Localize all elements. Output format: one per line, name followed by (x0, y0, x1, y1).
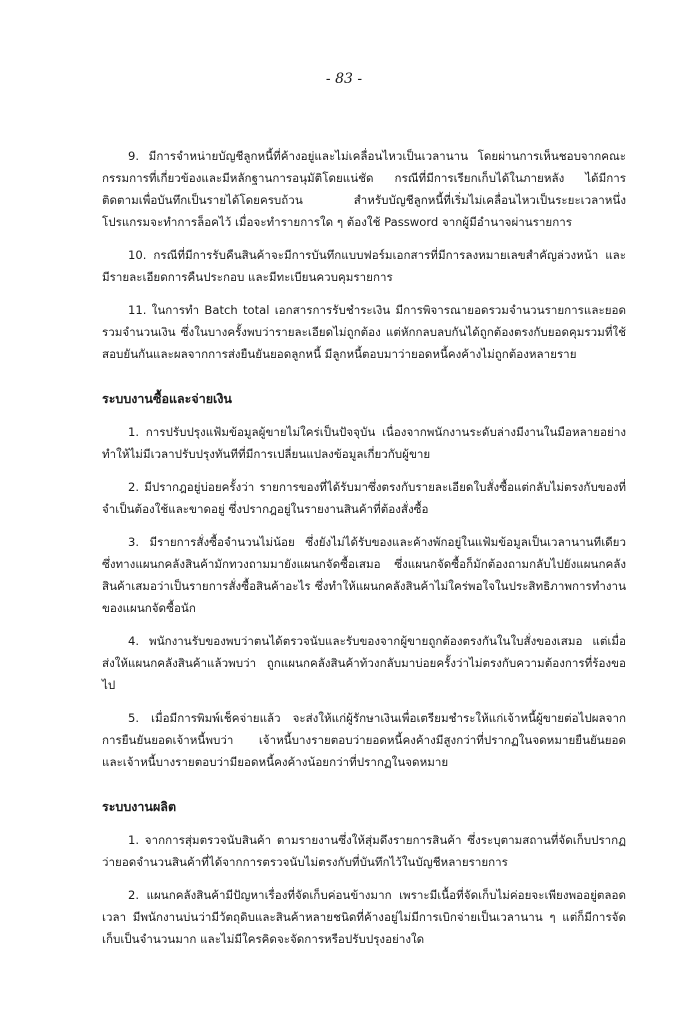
list-item: 4. พนักงานรับของพบว่าตนได้ตรวจนับและรับของจากผู้ขายถูกต้องตรงกันในใบสั่งของเสมอ แต่เมื่อส่งให้แผนกคลังสินค้าแล้วพบว่า ถูกแผนกคลังสินค้าท้วงกลับมาบ่อยครั้งว่าไม่ตรงกับความต้องการที่ร้องขอไป (102, 634, 626, 692)
section-heading: ระบบงานซื้อและจ่ายเงิน (102, 391, 232, 406)
list-item: 10. กรณีที่มีการรับคืนสินค้าจะมีการบันทึกแบบฟอร์มเอกสารที่มีการลงหมายเลขสำคัญล่วงหน้า และมีรายละเอียดการคืนประกอบ และมีทะเบียนควบคุมรายการ (102, 248, 626, 284)
page-number: - 83 - (325, 71, 363, 87)
list-item: 5. เมื่อมีการพิมพ์เช็คจ่ายแล้ว จะส่งให้แก่ผู้รักษาเงินเพื่อเตรียมชำระให้แก่เจ้าหนี้ผู้ขายต่อไปผลจากการยืนยันยอดเจ้าหนี้พบว่า เจ้าหนี้บางรายตอบว่ายอดหนี้คงค้างมีสูงกว่าที่ปรากฏในจดหมายยืนยันยอด และเจ้าหนี้บางรายตอบว่ามียอดหนี้คงค้างน้อยกว่าที่ปรากฏในจดหมาย (102, 711, 626, 769)
list-item: 2. มีปรากฎอยู่บ่อยครั้งว่า รายการของที่ได้รับมาซึ่งตรงกับรายละเอียดใบสั่งซื้อแต่กลับไม่ตรงกับของที่จำเป็นต้องใช้และขาดอยู่ ซึ่งปรากฎอยู่ในรายงานสินค้าที่ต้องสั่งซื้อ (102, 480, 626, 516)
section-heading: ระบบงานผลิต (102, 799, 177, 814)
list-item: 9. มีการจำหน่ายบัญชีลูกหนี้ที่ค้างอยู่และไม่เคลื่อนไหวเป็นเวลานาน โดยผ่านการเห็นชอบจากคณะกรรมการที่เกี่ยวข้องและมีหลักฐานการอนุมัติโดยแน่ชัด กรณีที่มีการเรียกเก็บได้ในภายหลัง ได้มีการติดตามเพื่อบันทึกเป็นรายได้โดยครบถ้วน สำหรับบัญชีลูกหนี้ที่เริ่มไม่เคลื่อนไหวเป็นระยะเวลาหนึ่ง โปรแกรมจะทำการล็อคไว้ เมื่อจะทำรายการใด ๆ ต้องใช้ Password จากผู้มีอำนาจผ่านรายการ (102, 149, 626, 229)
list-item: 3. มีรายการสั่งซื้อจำนวนไม่น้อย ซึ่งยังไม่ได้รับของและค้างพักอยู่ในแฟ้มข้อมูลเป็นเวลานานทีเดียว ซึ่งทางแผนกคลังสินค้ามักทวงถามมายังแผนกจัดซื้อเสมอ ซึ่งแผนกจัดซื้อก็มักต้องถามกลับไปยังแผนกคลังสินค้าเสมอว่าเป็นรายการสั่งซื้อสินค้าอะไร ซึ่งทำให้แผนกคลังสินค้าไม่ใคร่พอใจในประสิทธิภาพการทำงานของแผนกจัดซื้อนัก (102, 535, 626, 615)
list-item: 1. การปรับปรุงแฟ้มข้อมูลผู้ขายไม่ใคร่เป็นปัจจุบัน เนื่องจากพนักงานระดับล่างมีงานในมือหลายอย่างทำให้ไม่มีเวลาปรับปรุงทันทีที่มีการเปลี่ยนแปลงข้อมูลเกี่ยวกับผู้ขาย (102, 425, 626, 461)
document-body (102, 145, 626, 950)
list-item: 1. จากการสุ่มตรวจนับสินค้า ตามรายงานซึ่งให้สุ่มดึงรายการสินค้า ซึ่งระบุตามสถานที่จัดเก็บปรากฏว่ายอดจำนวนสินค้าที่ได้จากการตรวจนับไม่ตรงกับที่บันทึกไว้ในบัญชีหลายรายการ (102, 833, 626, 869)
list-item: 2. แผนกคลังสินค้ามีปัญหาเรื่องที่จัดเก็บค่อนข้างมาก เพราะมีเนื้อที่จัดเก็บไม่ค่อยจะเพียงพออยู่ตลอดเวลา มีพนักงานบ่นว่ามีวัตถุดิบและสินค้าหลายชนิดที่ค้างอยู่ไม่มีการเบิกจ่ายเป็นเวลานาน ๆ แต่ก็มีการจัดเก็บเป็นจำนวนมาก และไม่มีใครคิดจะจัดการหรือปรับปรุงอย่างใด (102, 888, 626, 946)
list-item: 11. ในการทำ Batch total เอกสารการรับชำระเงิน มีการพิจารณายอดรวมจำนวนรายการและยอดรวมจำนวนเงิน ซึ่งในบางครั้งพบว่ารายละเอียดไม่ถูกต้อง แต่หักกลบลบกันได้ถูกต้องตรงกับยอดคุมรวมที่ใช้สอบยันกันและผลจากการส่งยืนยันยอดลูกหนี้ มีลูกหนี้ตอบมาว่ายอดหนี้คงค้างไม่ถูกต้องหลายราย (102, 303, 626, 361)
